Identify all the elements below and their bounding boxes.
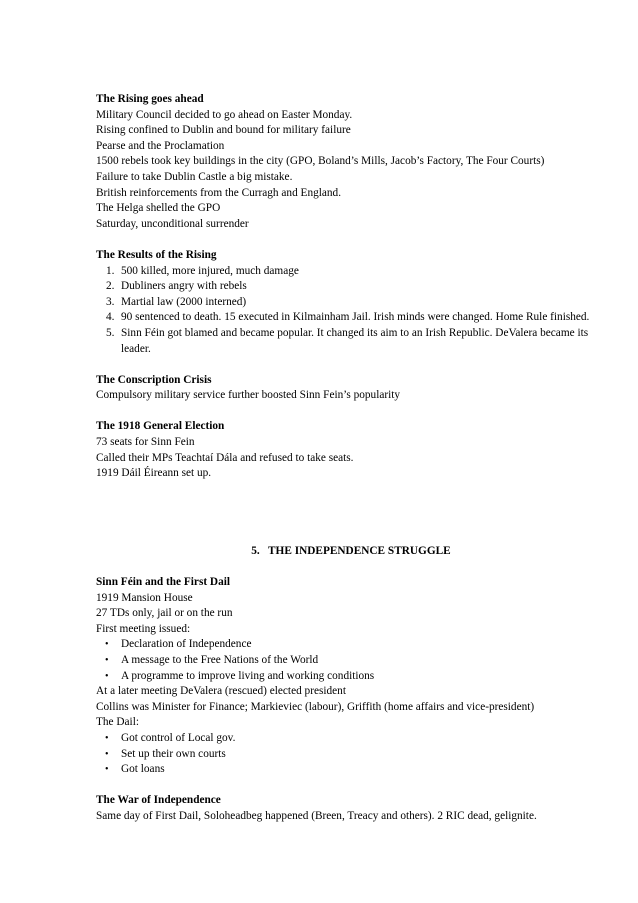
text-line: Failure to take Dublin Castle a big mistake. [96,170,293,183]
bullet-icon: • [105,670,109,682]
list-item [96,310,606,326]
section-heading: The Results of the Rising [96,248,217,261]
list-item [96,747,606,763]
text-line: 27 TDs only, jail or on the run [96,607,233,620]
text-line: Pearse and the Proclamation [96,139,225,152]
section-heading: The War of Independence [96,794,221,807]
list-item [96,295,606,311]
list-item [96,326,606,357]
text-line: 1919 Dáil Éireann set up. [96,467,212,480]
list-number: 2. [106,280,115,293]
text-line: Collins was Minister for Finance; Markieviec (labour), Griffith (home affairs and vice-president) [96,700,535,713]
text-line: Military Council decided to go ahead on Easter Monday. [96,108,353,121]
section-heading: The Rising goes ahead [96,93,204,105]
list-number: 4. [106,311,115,324]
list-item [96,653,606,669]
list-item-text: Dubliners angry with rebels [121,280,247,293]
bullet-icon: • [105,764,109,776]
bullet-icon: • [105,655,109,666]
text-line: First meeting issued: [96,622,191,635]
section-election [96,419,606,481]
text-line: Saturday, unconditional surrender [96,217,249,230]
list-item-text: Martial law (2000 interned) [121,295,247,308]
section-war [96,793,606,824]
list-number: 5. [106,326,115,339]
list-item [96,264,606,280]
bullet-icon: • [105,748,109,760]
section-heading: Sinn Féin and the First Dail [96,576,231,589]
bullet-list [96,637,606,684]
text-line: British reinforcements from the Curragh and England. [96,186,342,199]
section-heading: The Conscription Crisis [96,373,212,386]
list-item [96,762,606,778]
section-results [96,248,606,357]
text-line: At a later meeting DeValera (rescued) elected president [96,685,346,698]
text-line: Same day of First Dail, Soloheadbeg happened (Breen, Treacy and others). 2 RIC dead, gelignite. [96,809,537,822]
text-line: Compulsory military service further boosted Sinn Fein’s popularity [96,389,401,402]
list-item-text: Declaration of Independence [121,638,252,651]
list-item-text: Sinn Féin got blamed and became popular. It changed its aim to an Irish Republic. DeValera became its leader. [121,326,589,355]
section-heading: The 1918 General Election [96,420,225,433]
text-line: Called their MPs Teachtaí Dála and refused to take seats. [96,451,354,464]
text-line: The Helga shelled the GPO [96,202,221,215]
text-line: 73 seats for Sinn Fein [96,436,195,449]
list-item-text: 90 sentenced to death. 15 executed in Kilmainham Jail. Irish minds were changed. Home Rule finished. [121,311,590,324]
list-item-text: Got loans [121,763,165,776]
list-item [96,731,606,747]
list-number: 3. [106,295,115,308]
text-line: 1500 rebels took key buildings in the city (GPO, Boland’s Mills, Jacob’s Factory, The Four Courts) [96,155,545,168]
section-conscription [96,373,606,404]
list-number: 1. [106,264,115,277]
list-item-text: 500 killed, more injured, much damage [121,264,299,277]
list-item [96,637,606,653]
list-item-text: A message to the Free Nations of the World [121,654,319,666]
document-page [96,92,606,825]
list-item [96,669,606,685]
bullet-icon: • [105,732,109,744]
list-item [96,279,606,295]
text-line: 1919 Mansion House [96,591,193,604]
numbered-list [96,264,606,358]
text-line: The Dail: [96,716,139,729]
list-item-text: Got control of Local gov. [121,731,236,744]
bullet-icon: • [105,639,109,651]
bullet-list [96,731,606,778]
list-item-text: A programme to improve living and working conditions [121,669,375,682]
chapter-title: 5. THE INDEPENDENCE STRUGGLE [251,544,451,557]
text-line: Rising confined to Dublin and bound for military failure [96,124,351,137]
section-first-dail [96,575,606,778]
section-rising [96,92,606,232]
list-item-text: Set up their own courts [121,747,226,760]
